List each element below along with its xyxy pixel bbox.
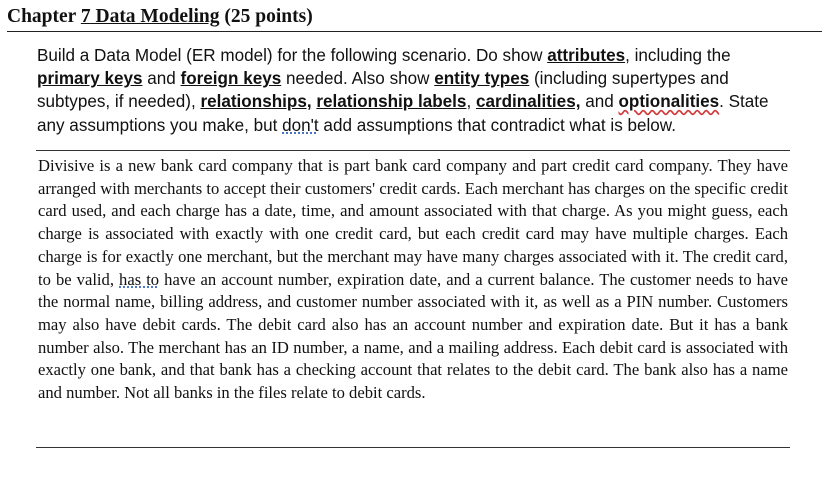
word-dont: don't: [282, 115, 319, 135]
instructions-text: add assumptions that contradict what is below.: [318, 115, 676, 135]
keyword-attributes: attributes: [547, 46, 626, 65]
instructions-text: and: [142, 69, 181, 89]
chapter-points: (25 points): [224, 6, 313, 27]
phrase-has-to: has to: [119, 269, 160, 289]
keyword-relationship-labels: relationship labels: [316, 92, 467, 112]
chapter-title: Data Modeling: [95, 6, 220, 27]
keyword-primary-keys: primary keys: [37, 69, 143, 89]
instructions-text: (including supertypes and subtypes, if needed),: [37, 69, 729, 112]
chapter-number: 7: [80, 6, 91, 27]
instructions-text: . State any assumptions you make, but: [37, 92, 769, 135]
keyword-foreign-keys: foreign keys: [180, 69, 282, 89]
keyword-cardinalities: cardinalities,: [475, 92, 581, 112]
keyword-optionalities: optionalities: [618, 92, 720, 112]
instructions-paragraph: [37, 44, 797, 137]
instructions-text: ,: [466, 92, 476, 112]
chapter-label: Chapter: [7, 6, 76, 27]
scenario-paragraph: [38, 155, 788, 405]
keyword-entity-types: entity types: [434, 69, 530, 89]
chapter-heading: [7, 5, 822, 32]
instructions-text: Build a Data Model (ER model) for the following scenario. Do show: [37, 46, 548, 65]
instructions-text: and: [580, 92, 619, 112]
instructions-text: needed. Also show: [281, 69, 435, 89]
instructions-text: , including the: [625, 46, 731, 65]
keyword-relationships: relationships,: [200, 92, 312, 112]
scenario-text: Divisive is a new bank card company that is part bank card company and part credit card company. They have arranged with merchants to accept their customers' credit cards. Each merchant has charges on the specific credit card used, and each charge has a date, time, and amount associated with that charge. As you might guess, each charge is associated with exactly with one credit card, but each credit card may have multiple charges. Each charge is for exactly one merchant, but the merchant may have many charges associated with it. The credit card, to be valid,: [38, 156, 788, 289]
scenario-box: [36, 150, 790, 448]
scenario-text: have an account number, expiration date, and a current balance. The customer needs to have the normal name, billing address, and customer number associated with it, as well as a PIN number. Customers may also have debit cards. The debit card also has an account number and expiration date. But it has a bank number also. The merchant has an ID number, a name, and a mailing address. Each debit card is associated with exactly one bank, and that bank has a checking account that relates to the debit card. The bank also has a name and number. Not all banks in the files relate to debit cards.: [38, 269, 789, 403]
